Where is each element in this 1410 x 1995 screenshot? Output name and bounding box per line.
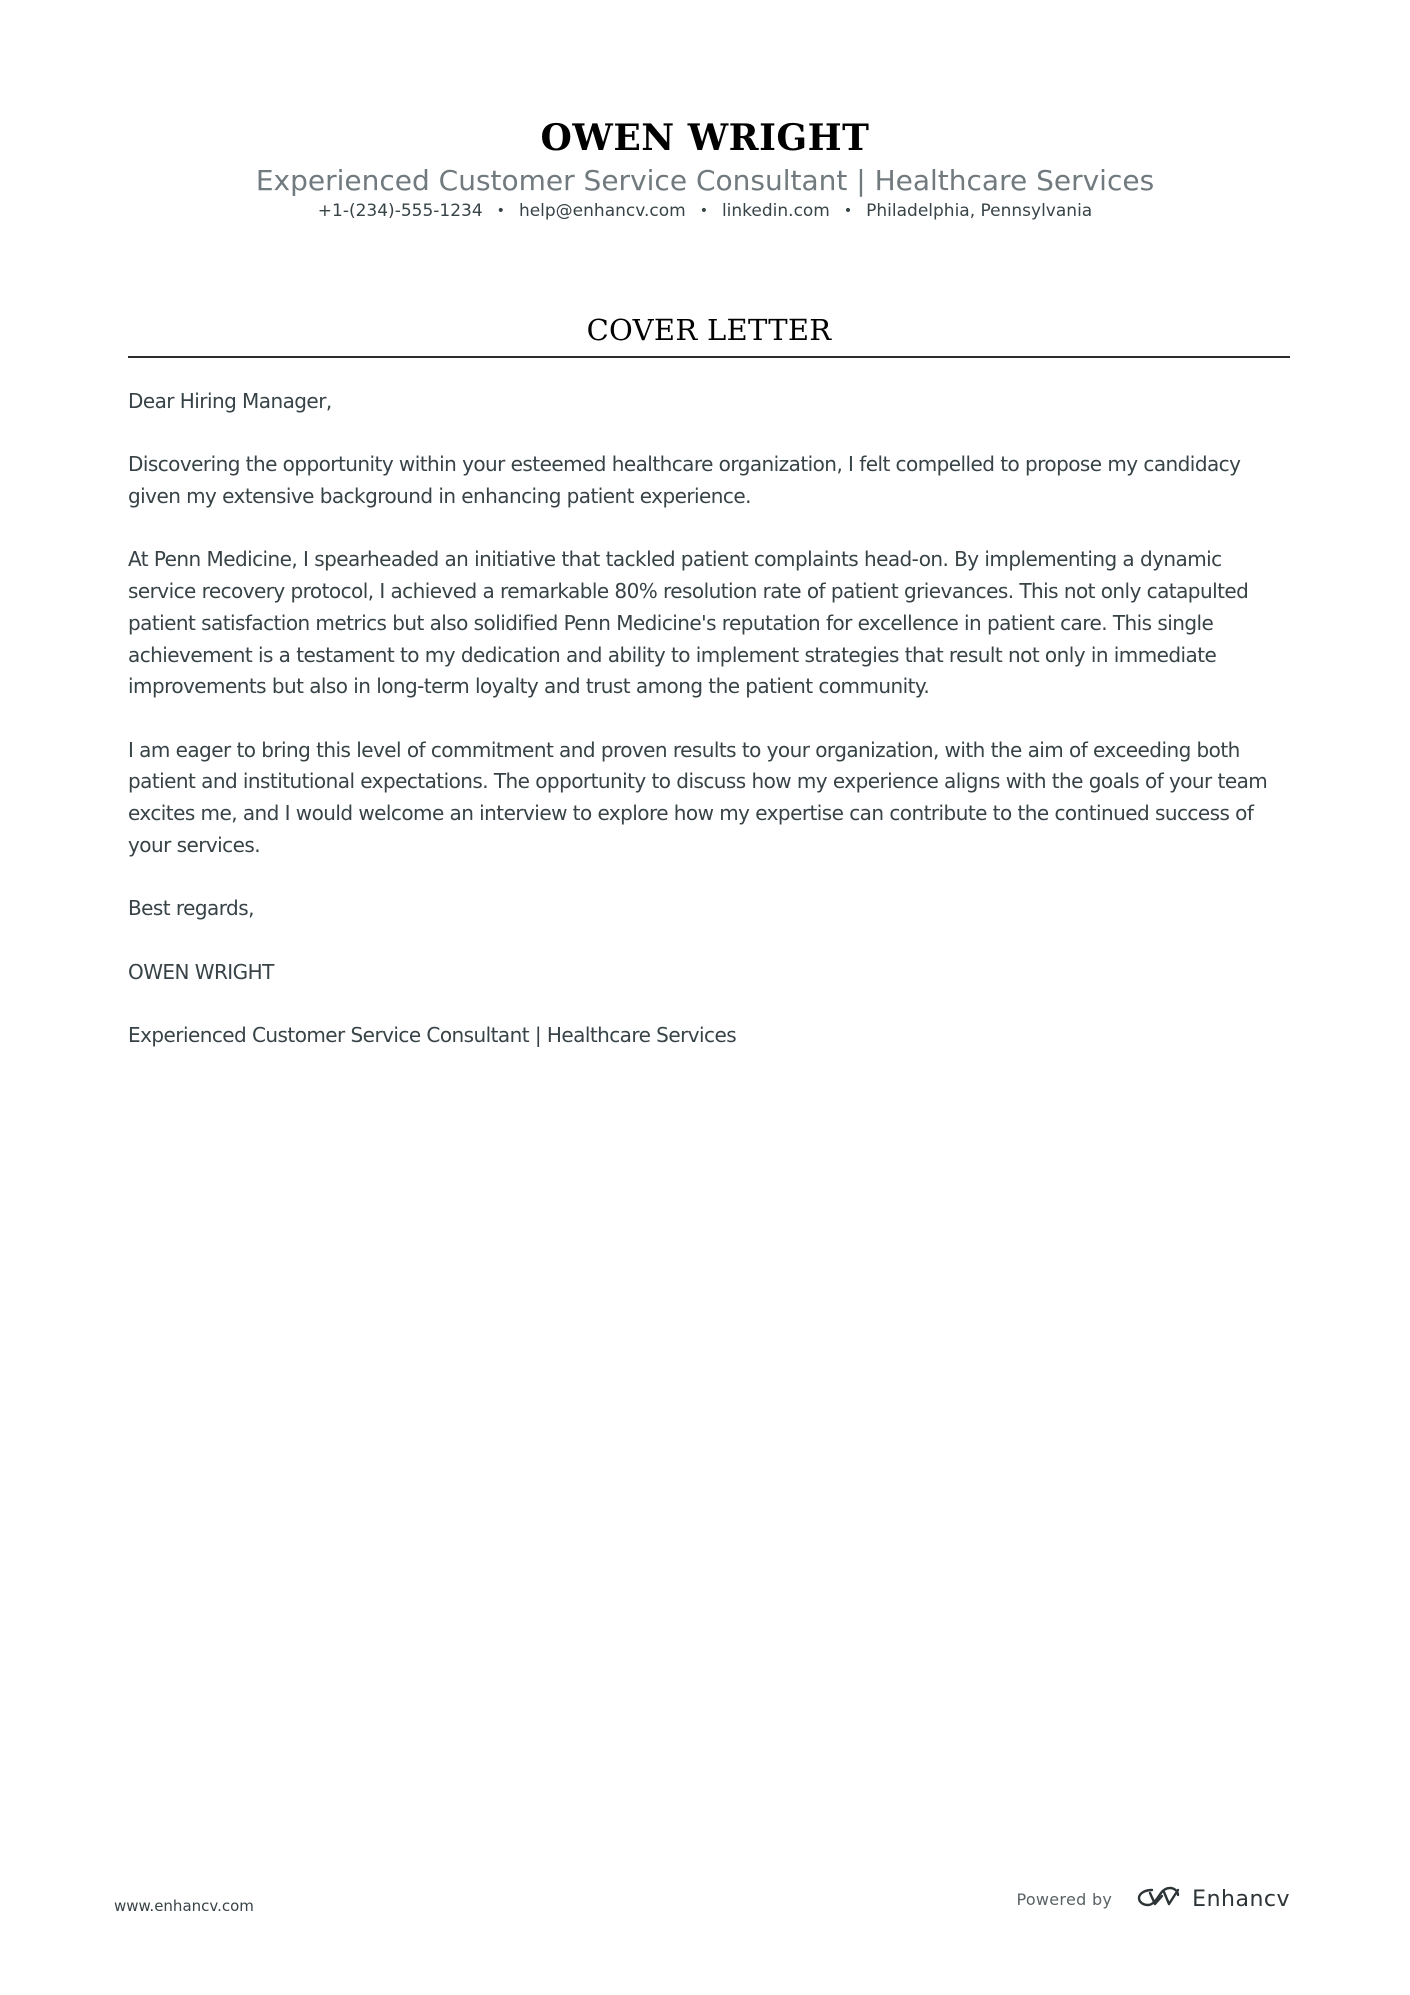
enhancv-brand[interactable] [1136,1884,1290,1914]
section-title: COVER LETTER [586,313,832,347]
contact-location: Philadelphia, Pennsylvania [866,201,1093,221]
candidate-title: Experienced Customer Service Consultant | Healthcare Services [255,164,1155,197]
resume-header [0,116,1410,223]
contact-info [0,199,1410,223]
signature-name: OWEN WRIGHT [128,959,274,984]
enhancv-logo-icon [1136,1884,1182,1914]
contact-phone: +1-(234)-555-1234 [317,201,483,221]
separator-dot: • [843,203,853,219]
candidate-name: OWEN WRIGHT [540,117,870,159]
letter-closing: Best regards, [128,896,254,921]
signature-title: Experienced Customer Service Consultant | Healthcare Services [128,1022,737,1047]
footer-website[interactable]: www.enhancv.com [114,1897,254,1915]
contact-email[interactable]: help@enhancv.com [518,201,686,221]
section-divider [128,356,1290,358]
letter-body [128,386,1290,1083]
contact-linkedin[interactable]: linkedin.com [721,201,830,221]
letter-salutation: Dear Hiring Manager, [128,389,332,413]
powered-by-label: Powered by [1016,1889,1113,1909]
cover-letter-section-header [128,311,1290,358]
separator-dot: • [496,203,505,219]
separator-dot: • [699,203,708,219]
brand-name: Enhancv [1192,1886,1290,1912]
footer-branding [1016,1884,1290,1914]
letter-paragraph: Discovering the opportunity within your esteemed healthcare organization, I felt compelled to propose my candidacy given my extensive background in enhancing patient experience. [128,452,1241,509]
letter-paragraph: I am eager to bring this level of commitment and proven results to your organization, with the aim of exceeding both patient and institutional expectations. The opportunity to discuss how my experience aligns with the goals of your team excites me, and I would welcome an interview to explore how my expertise can contribute to the continued success of your services. [128,737,1268,857]
letter-paragraph: At Penn Medicine, I spearheaded an initiative that tackled patient complaints head-on. By implementing a dynamic service recovery protocol, I achieved a remarkable 80% resolution rate of patient grievances. This not only catapulted patient satisfaction metrics but also solidified Penn Medicine's reputation for excellence in patient care. This single achievement is a testament to my dedication and ability to implement strategies that result not only in immediate improvements but also in long-term loyalty and trust among the patient community. [128,547,1249,699]
